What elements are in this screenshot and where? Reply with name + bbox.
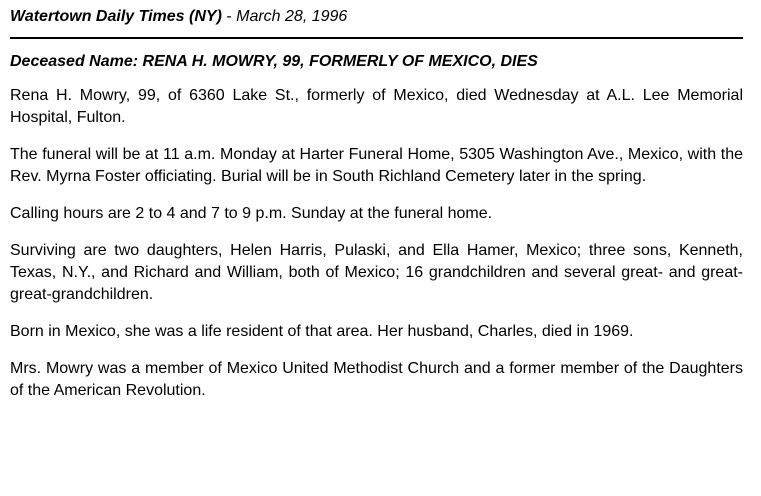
deceased-name: Deceased Name: RENA H. MOWRY, 99, FORMERLY OF MEXICO, DIES bbox=[10, 53, 538, 70]
header-divider bbox=[10, 37, 743, 39]
obituary-paragraph: Mrs. Mowry was a member of Mexico United Methodist Church and a former member of the Daughters of the American Revolution. bbox=[10, 360, 743, 399]
header-separator: - bbox=[221, 8, 237, 25]
obituary-paragraph: The funeral will be at 11 a.m. Monday at Harter Funeral Home, 5305 Washington Ave., Mexico, with the Rev. Myrna Foster officiating. Burial will be in South Richland Cemetery later in the spring. bbox=[10, 146, 743, 185]
obituary-paragraph: Rena H. Mowry, 99, of 6360 Lake St., formerly of Mexico, died Wednesday at A.L. Lee Memorial Hospital, Fulton. bbox=[10, 87, 743, 126]
article-header bbox=[10, 6, 745, 28]
obituary-paragraph: Born in Mexico, she was a life resident of that area. Her husband, Charles, died in 1969. bbox=[10, 323, 634, 340]
newspaper-name: Watertown Daily Times (NY) bbox=[10, 8, 222, 25]
obituary-paragraph: Calling hours are 2 to 4 and 7 to 9 p.m. Sunday at the funeral home. bbox=[10, 205, 493, 222]
obituary-paragraph: Surviving are two daughters, Helen Harris, Pulaski, and Ella Hamer, Mexico; three sons, Kenneth, Texas, N.Y., and Richard and William, both of Mexico; 16 grandchildren and several great- and great-great-grandchildren. bbox=[10, 242, 743, 303]
publication-date: March 28, 1996 bbox=[236, 8, 348, 25]
